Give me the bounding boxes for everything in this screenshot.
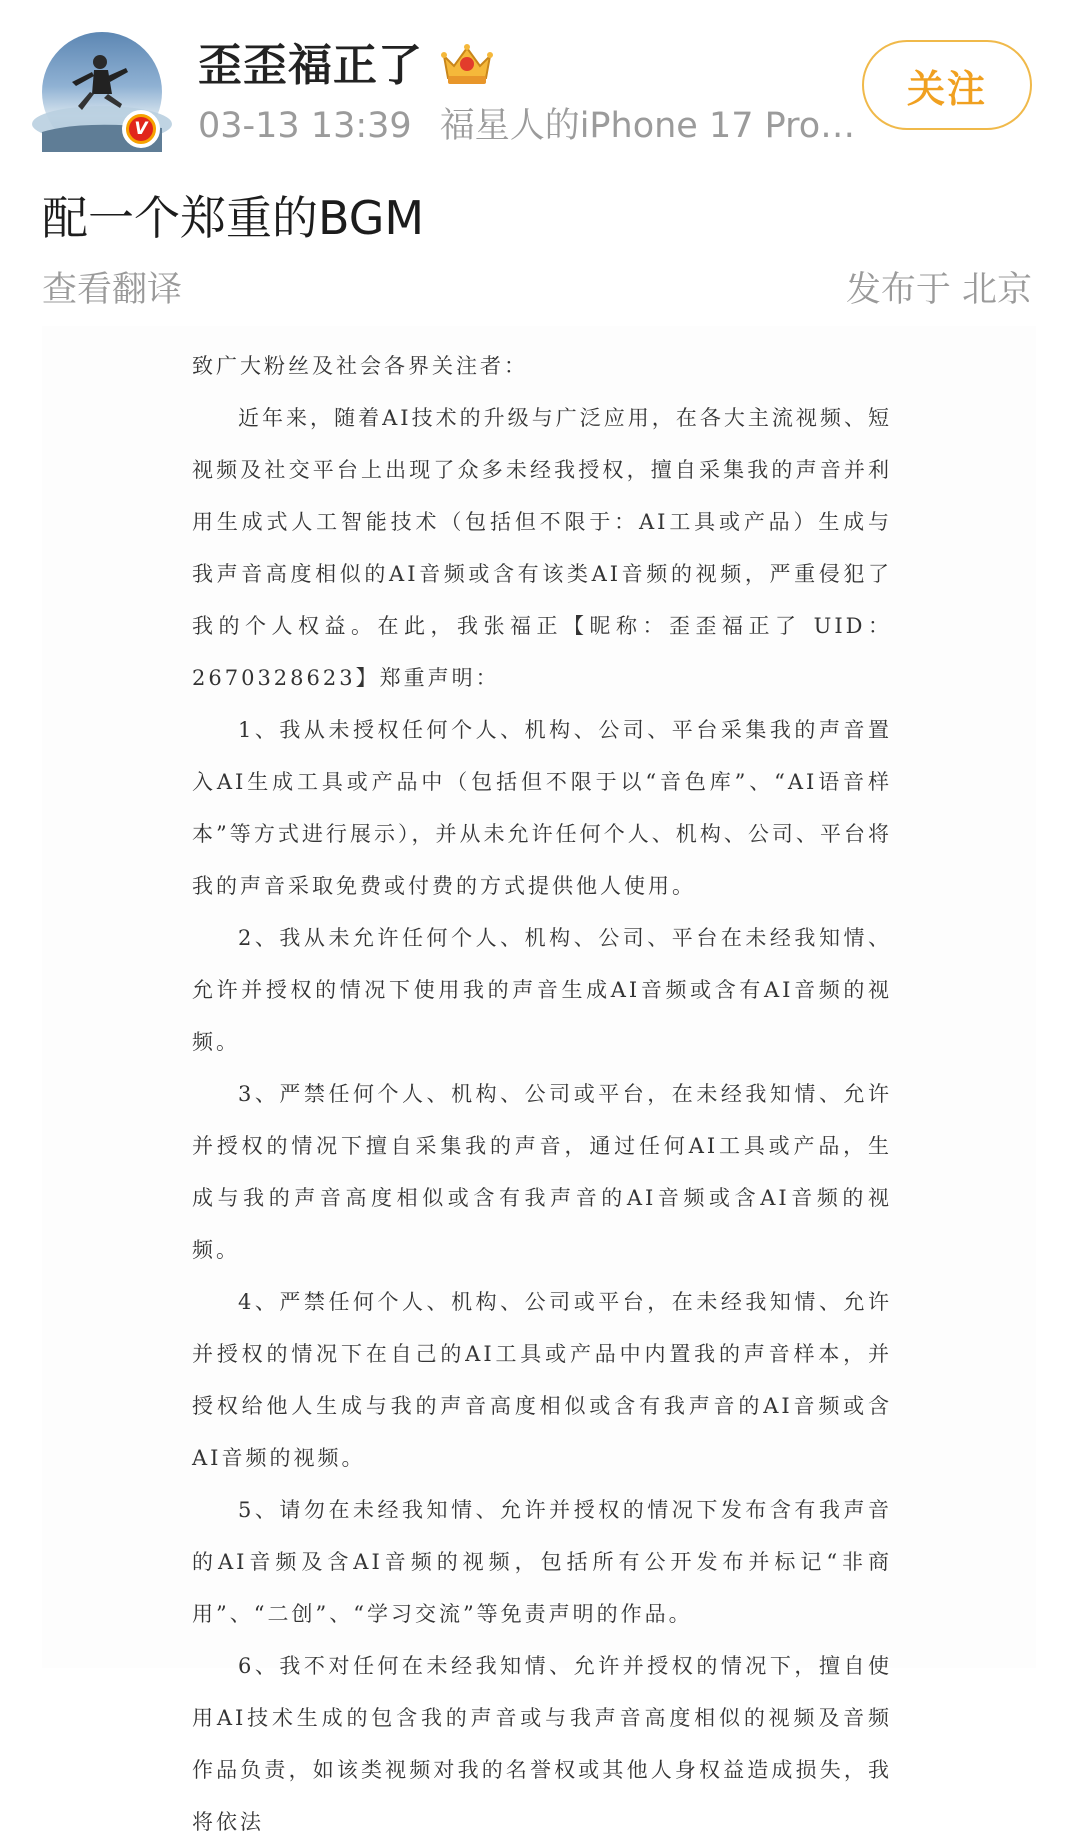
crown-icon: [438, 38, 496, 88]
post-meta: [198, 102, 856, 150]
follow-button[interactable]: 关注: [862, 40, 1032, 130]
statement-paragraph: 3、严禁任何个人、机构、公司或平台，在未经我知情、允许并授权的情况下擅自采集我的声音，通过任何AI工具或产品，生成与我的声音高度相似或含有我声音的AI音频或含AI音频的视频。: [192, 1082, 892, 1262]
post-text: 配一个郑重的BGM: [42, 191, 425, 245]
statement-paragraph: 5、请勿在未经我知情、允许并授权的情况下发布含有我声音的AI音频及含AI音频的视频，包括所有公开发布并标记“非商用”、“二创”、“学习交流”等免责声明的作品。: [192, 1498, 892, 1626]
username[interactable]: 歪歪福正了: [198, 40, 423, 91]
statement-paragraph: 近年来，随着AI技术的升级与广泛应用，在各大主流视频、短视频及社交平台上出现了众多未经我授权，擅自采集我的声音并利用生成式人工智能技术（包括但不限于：AI工具或产品）生成与我声音高度相似的AI音频或含有该类AI音频的视频，严重侵犯了我的个人权益。在此，我张福正【昵称：歪歪福正了 UID：2670328623】郑重声明：: [192, 406, 892, 690]
statement-text: [192, 340, 892, 1848]
statement-greeting: 致广大粉丝及社会各界关注者：: [192, 354, 528, 378]
statement-paragraph: 6、我不对任何在未经我知情、允许并授权的情况下，擅自使用AI技术生成的包含我的声音或与我声音高度相似的视频及音频作品负责，如该类视频对我的名誉权或其他人身权益造成损失，我将依法: [192, 1654, 892, 1834]
statement-image[interactable]: [42, 326, 1036, 1834]
statement-paragraph: 4、严禁任何个人、机构、公司或平台，在未经我知情、允许并授权的情况下在自己的AI工具或产品中内置我的声音样本，并授权给他人生成与我的声音高度相似或含有我声音的AI音频或含AI音频的视频。: [192, 1290, 892, 1470]
translate-link[interactable]: 查看翻译: [42, 270, 183, 310]
statement-paragraph: 1、我从未授权任何个人、机构、公司、平台采集我的声音置入AI生成工具或产品中（包括但不限于以“音色库”、“AI语音样本”等方式进行展示），并从未允许任何个人、机构、公司、平台将我的声音采取免费或付费的方式提供他人使用。: [192, 718, 892, 898]
statement-paragraph: 2、我从未允许任何个人、机构、公司、平台在未经我知情、允许并授权的情况下使用我的声音生成AI音频或含有AI音频的视频。: [192, 926, 892, 1054]
verified-badge-label: V: [129, 117, 153, 141]
post-location: 发布于 北京: [845, 270, 1032, 310]
post-header: [0, 0, 1080, 170]
verified-badge-icon: [122, 110, 160, 148]
post-device: 福星人的iPhone 17 Pro…: [439, 106, 856, 146]
post-time: 03-13 13:39: [198, 106, 412, 146]
